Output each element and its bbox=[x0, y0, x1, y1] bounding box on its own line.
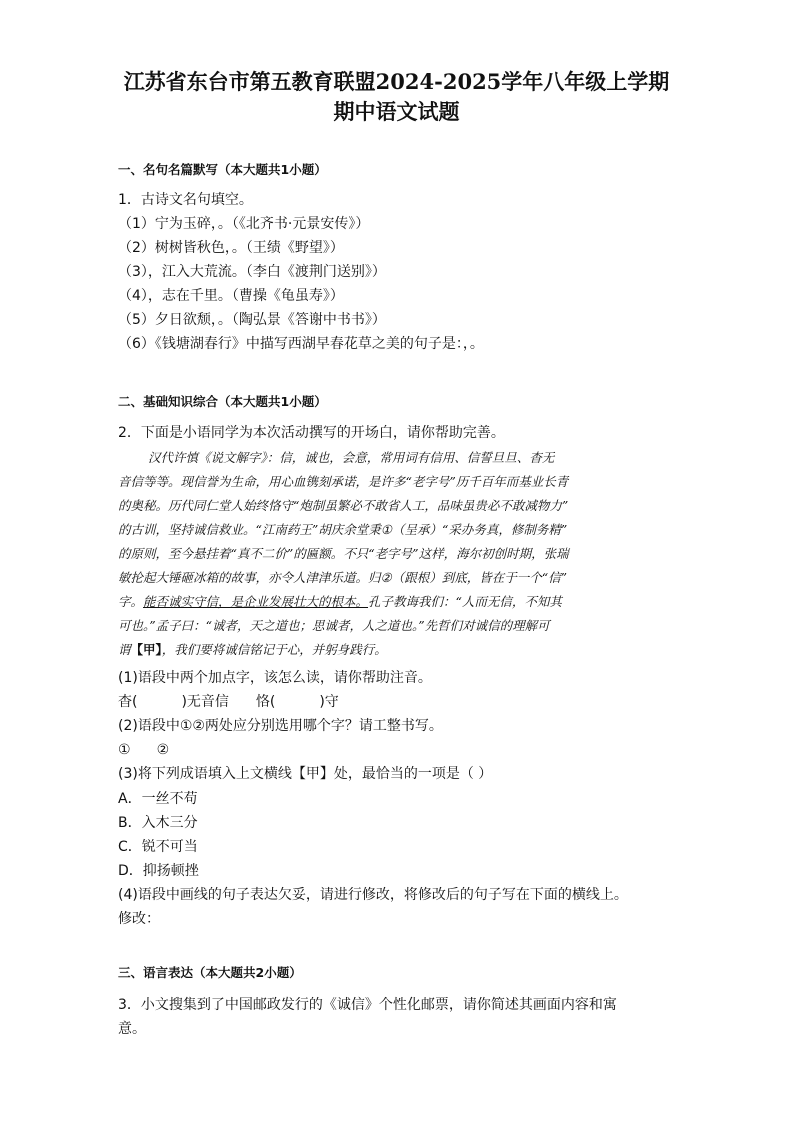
passage-line-8: 可也。”孟子曰：“诚者，天之道也；思诚者，人之道也。”先哲们对诚信的理解可 bbox=[118, 618, 550, 633]
q1-item-4: （4），志在千里。（曹操《龟虽寿》） bbox=[118, 288, 344, 304]
q2-sub2-answers bbox=[118, 740, 169, 760]
q2-intro: 2．下面是小语同学为本次活动撰写的开场白，请你帮助完善。 bbox=[118, 425, 505, 441]
section1-heading: 一、名句名篇默写（本大题共1小题） bbox=[118, 162, 327, 177]
passage-line-6 bbox=[118, 569, 678, 587]
q2-sub1-answers bbox=[118, 692, 339, 712]
pinyin-prompt-ke-end: )守 bbox=[319, 694, 339, 710]
pinyin-prompt-ke: 恪( bbox=[255, 694, 276, 710]
blank-marker-1: ① bbox=[380, 522, 393, 537]
passage-line-4-b: （呈承）“采办务真，修制务精” bbox=[392, 522, 568, 537]
answer-marker-2: ② bbox=[156, 742, 170, 758]
q1-item-6: （6）《钱塘湖春行》中描写西湖早春花草之美的句子是：，。 bbox=[118, 336, 484, 352]
passage-line-5: 的原则，至今悬挂着“真不二价”的匾额。不只“老字号”这样，海尔初创时期，张瑞 bbox=[118, 546, 569, 561]
passage-line-7-pre: 字。 bbox=[118, 594, 144, 609]
q2-sub2: (2)语段中①②两处应分别选用哪个字？请工整书写。 bbox=[118, 718, 443, 734]
pinyin-prompt-yao: 杳( bbox=[118, 694, 138, 710]
passage-line-3: 的奥秘。历代同仁堂人始终恪守“炮制虽繁必不敢省人工，品味虽贵必不敢减物力” bbox=[118, 498, 569, 513]
option-a[interactable]: A．一丝不苟 bbox=[118, 791, 198, 807]
q3-line-2: 意。 bbox=[118, 1021, 146, 1037]
q1-item-5: （5）夕日欲颓，。（陶弘景《答谢中书书》） bbox=[118, 312, 386, 328]
option-c[interactable]: C．锐不可当 bbox=[118, 839, 198, 855]
doc-title-line1: 江苏省东台市第五教育联盟2024-2025学年八年级上学期 bbox=[123, 69, 670, 94]
passage-line-6-b: （跟根）到底，皆在于一个“信” bbox=[391, 570, 568, 585]
passage-line-9 bbox=[118, 641, 678, 659]
option-d[interactable]: D．抑扬顿挫 bbox=[118, 863, 199, 879]
passage-line-9-pre: 谓 bbox=[118, 642, 131, 657]
blank-jia-marker: 【甲】 bbox=[130, 642, 162, 657]
q2-sub3: (3)将下列成语填入上文横线【甲】处，最恰当的一项是（ ） bbox=[118, 766, 493, 782]
section2-heading: 二、基础知识综合（本大题共1小题） bbox=[118, 394, 327, 409]
underlined-sentence: 能否诚实守信，是企业发展壮大的根本。 bbox=[143, 594, 369, 609]
section3-heading: 三、语言表达（本大题共2小题） bbox=[118, 965, 302, 980]
blank-marker-2: ② bbox=[380, 570, 392, 585]
q3-line-1: 3．小文搜集到了中国邮政发行的《诚信》个性化邮票，请你简述其画面内容和寓 bbox=[118, 997, 617, 1013]
answer-marker-1: ① bbox=[118, 742, 131, 758]
q2-sub4-label: 修改： bbox=[118, 911, 160, 927]
q1-intro: 1．古诗文名句填空。 bbox=[118, 192, 253, 208]
q1-item-2: （2）树树皆秋色，。（王绩《野望》） bbox=[118, 240, 344, 256]
q1-item-3: （3），江入大荒流。（李白《渡荆门送别》） bbox=[118, 264, 386, 280]
q2-sub1: (1)语段中两个加点字，该怎么读，请你帮助注音。 bbox=[118, 670, 432, 686]
passage-line-2: 音信等等。现信誉为生命，用心血镌刻承诺，是许多“老字号”历千百年而基业长青 bbox=[118, 474, 569, 489]
option-b[interactable]: B．入木三分 bbox=[118, 815, 198, 831]
pinyin-prompt-yao-end: )无音信 bbox=[181, 694, 229, 710]
passage-line-1: 汉代许慎《说文解字》：信，诚也，会意，常用词有信用、信誓旦旦、杳无 bbox=[148, 450, 555, 465]
passage-line-9-post: ，我们要将诚信铭记于心，并躬身践行。 bbox=[161, 642, 387, 657]
q2-sub4: (4)语段中画线的句子表达欠妥，请进行修改，将修改后的句子写在下面的横线上。 bbox=[118, 887, 628, 903]
q1-item-1: （1）宁为玉碎，。（《北齐书·元景安传》） bbox=[118, 216, 370, 232]
passage-line-7 bbox=[118, 593, 678, 611]
passage-line-4-a: 的古训，坚持诚信救业。“江南药王”胡庆余堂秉 bbox=[118, 522, 381, 537]
passage-line-7-post: 孔子教诲我们：“人而无信，不知其 bbox=[368, 594, 562, 609]
passage-line-6-a: 敏抡起大锤砸冰箱的故事，亦令人津津乐道。归 bbox=[118, 570, 381, 585]
passage-line-4 bbox=[118, 521, 678, 539]
doc-title-line2: 期中语文试题 bbox=[333, 99, 460, 124]
